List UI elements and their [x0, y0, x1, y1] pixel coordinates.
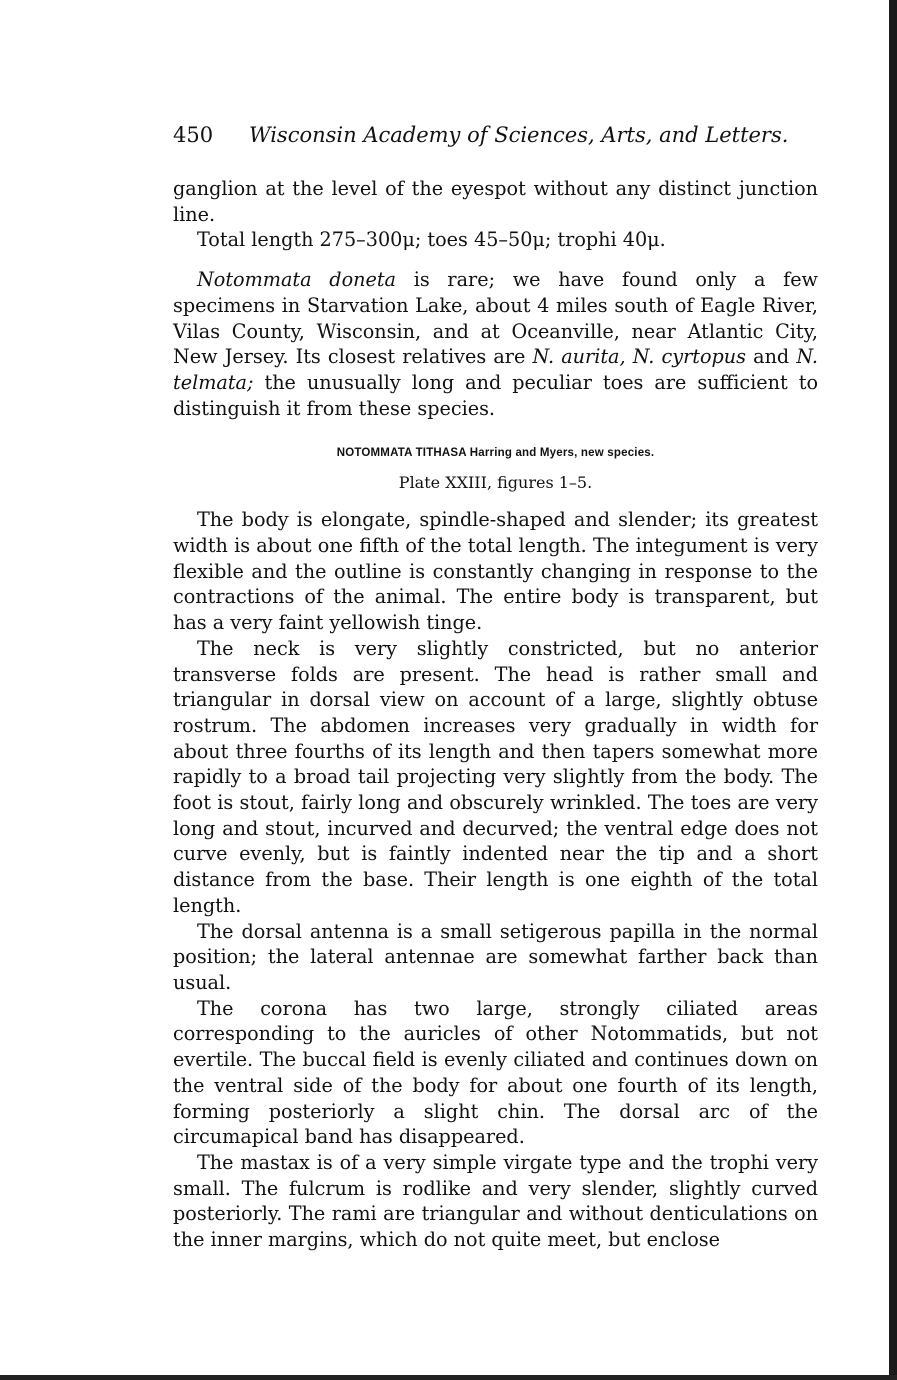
plate-reference: Plate XXIII, figures 1–5. — [398, 473, 593, 493]
running-header — [173, 120, 818, 150]
paragraph-neck: The neck is very slightly constricted, but no anterior transverse folds are present. The head is rather small and triangular in dorsal view on account of a large, slightly obtuse rostrum. The abdomen increases very gradually in width for about three fourths of its length and then tapers somewhat more rapidly to a broad tail projecting very slightly from the body. The foot is stout, fairly long and obscurely wrinkled. The toes are very long and stout, incurved and decurved; the ventral edge does not curve evenly, but is faintly indented near the tip and a short distance from the base. Their length is one eighth of the total length. — [173, 636, 818, 917]
paragraph-mastax: The mastax is of a very simple virgate type and the trophi very small. The fulcrum is rodlike and very slender, slightly curved posteriorly. The rami are triangular and without denticulations on the inner margins, which do not quite meet, but enclose — [173, 1150, 818, 1252]
paragraph-antenna: The dorsal antenna is a small setigerous papilla in the normal position; the lateral antennae are somewhat farther back than usual. — [173, 919, 818, 994]
paragraph-distribution — [173, 267, 818, 421]
distribution-text-3: the unusually long and peculiar toes are sufficient to distinguish it from these species. — [173, 370, 818, 420]
relative-species-2: N. telmata; — [173, 345, 819, 394]
page-number: 450 — [173, 123, 214, 147]
paragraph-corona: The corona has two large, strongly ciliated areas corresponding to the auricles of other Notommatids, but not evertile. The buccal field is evenly ciliated and continues down on the ventral side of the body for about one fourth of its length, forming posteriorly a slight chin. The dorsal arc of the circumapical band has disappeared. — [173, 996, 818, 1149]
species-heading: NOTOMMATA TITHASA Harring and Myers, new species. — [336, 447, 655, 460]
journal-title: Wisconsin Academy of Sciences, Arts, and Letters. — [249, 123, 789, 147]
paragraph-measurements: Total length 275–300μ; toes 45–50μ; trophi 40μ. — [197, 228, 666, 252]
species-name: Notommata doneta — [197, 268, 396, 292]
paragraph-continuation: ganglion at the level of the eyespot without any distinct junction line. — [173, 177, 818, 226]
scan-border-right — [889, 0, 897, 1380]
spacer — [173, 253, 818, 267]
distribution-text-1: is rare; we have found only a few specimens in Starvation Lake, about 4 miles south of Eagle River, Vilas County, Wisconsin, and at Oceanville, near Atlantic City, New Jersey. Its closest relatives are — [173, 268, 818, 369]
paragraph-body: The body is elongate, spindle-shaped and slender; its greatest width is about one fifth of the total length. The integument is very flexible and the outline is constantly changing in response to the contractions of the animal. The entire body is transparent, but has a very faint yellowish tinge. — [173, 508, 818, 635]
page-content — [173, 120, 818, 1253]
scan-border-bottom — [0, 1375, 897, 1380]
relative-species-1: N. aurita, N. cyrtopus — [532, 345, 746, 369]
distribution-text-2: and — [746, 345, 797, 369]
